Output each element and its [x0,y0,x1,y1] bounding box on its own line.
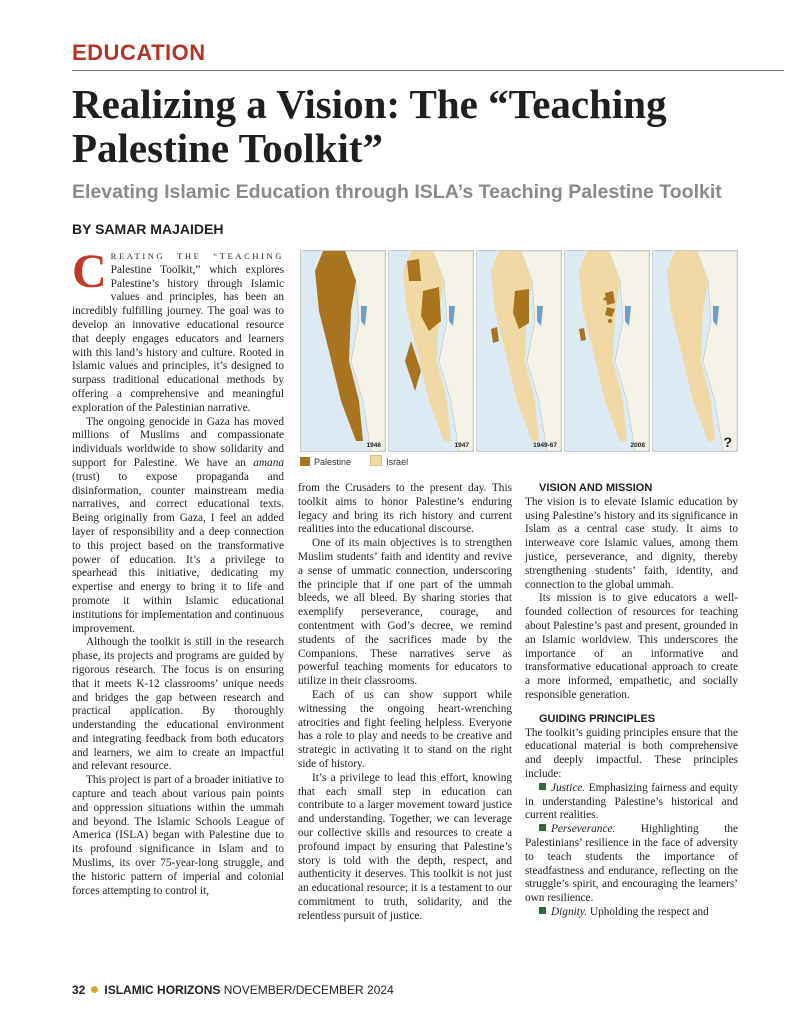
map-legend [300,455,408,467]
bullet-icon [539,824,546,831]
legend-swatch-palestine [300,457,310,466]
principle-term: Perseverance. [551,823,616,836]
paragraph [72,245,284,416]
article-column-1 [72,245,284,898]
map-panel-2008 [564,250,650,452]
palestine-land-loss-maps [300,250,736,468]
principle-term: Justice. [551,781,586,794]
paragraph-text: Palestine Toolkit,” which explores Palestine’s history through Islamic values and principles, has been an incredibly fulfilling journey. The goal was to develop an innovative educational resource that deeply engages educators and learners with this land’s history and culture. Rooted in Islamic values and principles, it’s designed to surpass traditional educational methods by offering a comprehensive and meaningful exploration of the Palestinian narrative. [72,263,284,414]
map-graphic [301,251,385,451]
paragraph: Its mission is to give educators a well-founded collection of resources for teaching about Palestine’s past and present, grounded in an Islamic worldview. This underscores the importance of an informative and transformative educational approach to create a more informed, empathetic, and socially responsible generation. [525,592,738,701]
map-panel-future [652,250,738,452]
article-subheadline: Elevating Islamic Education through ISLA’s Teaching Palestine Toolkit [72,181,722,203]
paragraph: One of its main objectives is to strengthen Muslim students’ faith and identity and revive a sense of ummatic connection, underscoring the principle that if one part of the ummah bleeds, we all bleed. By sharing stories that exemplify perseverance, courage, and contentment with God’s decree, we remind students of the sacrifices made by the Companions. These narratives serve as powerful teaching moments for educators to utilize in their classrooms. [298,537,512,688]
article-column-2 [298,482,512,924]
paragraph-text: The ongoing genocide in Gaza has moved millions of Muslims and compassionate individuals worldwide to show solidarity and support for Palestine. We have an [72,415,284,469]
principle-item [525,782,738,823]
bullet-icon [539,907,546,914]
paragraph: The toolkit’s guiding principles ensure that the educational material is both comprehensive and deeply impactful. These principles include: [525,726,738,780]
paragraph: It’s a privilege to lead this effort, knowing that each small step in education can contribute to a larger movement toward justice and understanding. Together, we can leverage our collective skills and resources to create a profound impact by ensuring that Palestine’s story is told with the depth, respect, and authenticity it deserves. This toolkit is not just an educational resource; it is a testament to our commitment to truth, solidarity, and the relentless pursuit of justice. [298,771,512,922]
map-graphic [477,251,561,451]
page-footer [72,983,394,997]
legend-swatch-israel [370,455,382,466]
map-graphic [653,251,737,451]
map-year-label: 1946 [366,442,381,449]
principle-text: Upholding the respect and [589,905,709,918]
article-column-3 [525,482,738,920]
legend-label-palestine: Palestine [314,457,352,467]
section-divider [72,70,784,71]
emphasis-term: amana [253,456,284,469]
principle-term: Dignity. [551,905,588,918]
paragraph: This project is part of a broader initiative to capture and teach about various pain points and oppression situations within the ummah and beyond. The Islamic Schools League of America (ISLA) began with Palestine due to its profound significance in Islam and to Muslims, its over 75-year-long struggle, and the historic pattern of imperial and colonial forces attempting to control it, [72,774,284,897]
principle-text: Emphasizing fairness and equity in understanding Palestine’s historical and current realities. [525,781,738,822]
map-year-label: 1947 [454,442,469,449]
map-graphic [389,251,473,451]
bullet-icon [539,783,546,790]
paragraph: Each of us can show support while witnessing the ongoing heart-wrenching atrocities and fight feeling helpless. Everyone has a role to play and needs to be creative and strategic in activating it to stand on the right side of history. [298,688,512,770]
section-heading-vision: VISION AND MISSION [539,482,653,494]
magazine-name: ISLAMIC HORIZONS [104,983,221,997]
map-graphic [565,251,649,451]
principle-item [525,823,738,906]
legend-label-israel: Israel [386,457,409,467]
map-year-label: ? [723,434,732,450]
principle-text: Highlighting the Palestinians’ resilience in the face of adversity to teach students the importance of steadfastness and endurance, reflecting on the struggle’s spirit, and encouraging the learners’ own resilience. [525,823,738,905]
drop-cap: C [72,245,107,298]
byline: BY SAMAR MAJAIDEH [72,221,224,237]
map-panel-1949-67 [476,250,562,452]
paragraph-text: (trust) to expose propaganda and disinformation, counter mainstream media narratives, and correct educational texts. Being originally from Gaza, I feel an added layer of responsibility and a deep connection to this project based on the transformative power of education. It’s a privilege to spearhead this initiative, dedicating my expertise and energy to bring it to life and promote it within Islamic educational institutions for implementation and continuous improvement. [72,470,284,635]
footer-dot-icon [91,986,98,993]
lead-in-caps: REATING THE “TEACHING [110,251,284,261]
map-year-label: 1949-67 [533,442,557,449]
issue-date: NOVEMBER/DECEMBER 2024 [223,983,394,997]
section-label: EDUCATION [72,40,206,65]
map-year-label: 2008 [630,442,645,449]
map-panel-1946 [300,250,386,452]
map-panel-1947 [388,250,474,452]
paragraph [72,416,284,637]
paragraph: Although the toolkit is still in the research phase, its projects and programs are guided by rigorous research. The focus is on ensuring that it meets K-12 classrooms’ unique needs and bridges the gap between research and practical application. By thoroughly understanding the educational environment and integrating feedback from both educators and learners, we aim to create an impactful and relevant resource. [72,636,284,773]
paragraph: The vision is to elevate Islamic education by using Palestine’s history and its significance in Islam as a central case study. It aims to interweave core Islamic values, among them justice, perseverance, and dignity, thereby strengthening students’ faith, identity, and connection to the global ummah. [525,495,738,591]
paragraph: from the Crusaders to the present day. This toolkit aims to honor Palestine’s enduring legacy and bring its rich history and current realities into the educational discourse. [298,482,512,536]
page-number: 32 [72,983,86,997]
principle-item [525,906,738,920]
section-heading-principles: GUIDING PRINCIPLES [539,712,656,725]
article-headline: Realizing a Vision: The “Teaching Palestine Toolkit” [72,81,667,171]
